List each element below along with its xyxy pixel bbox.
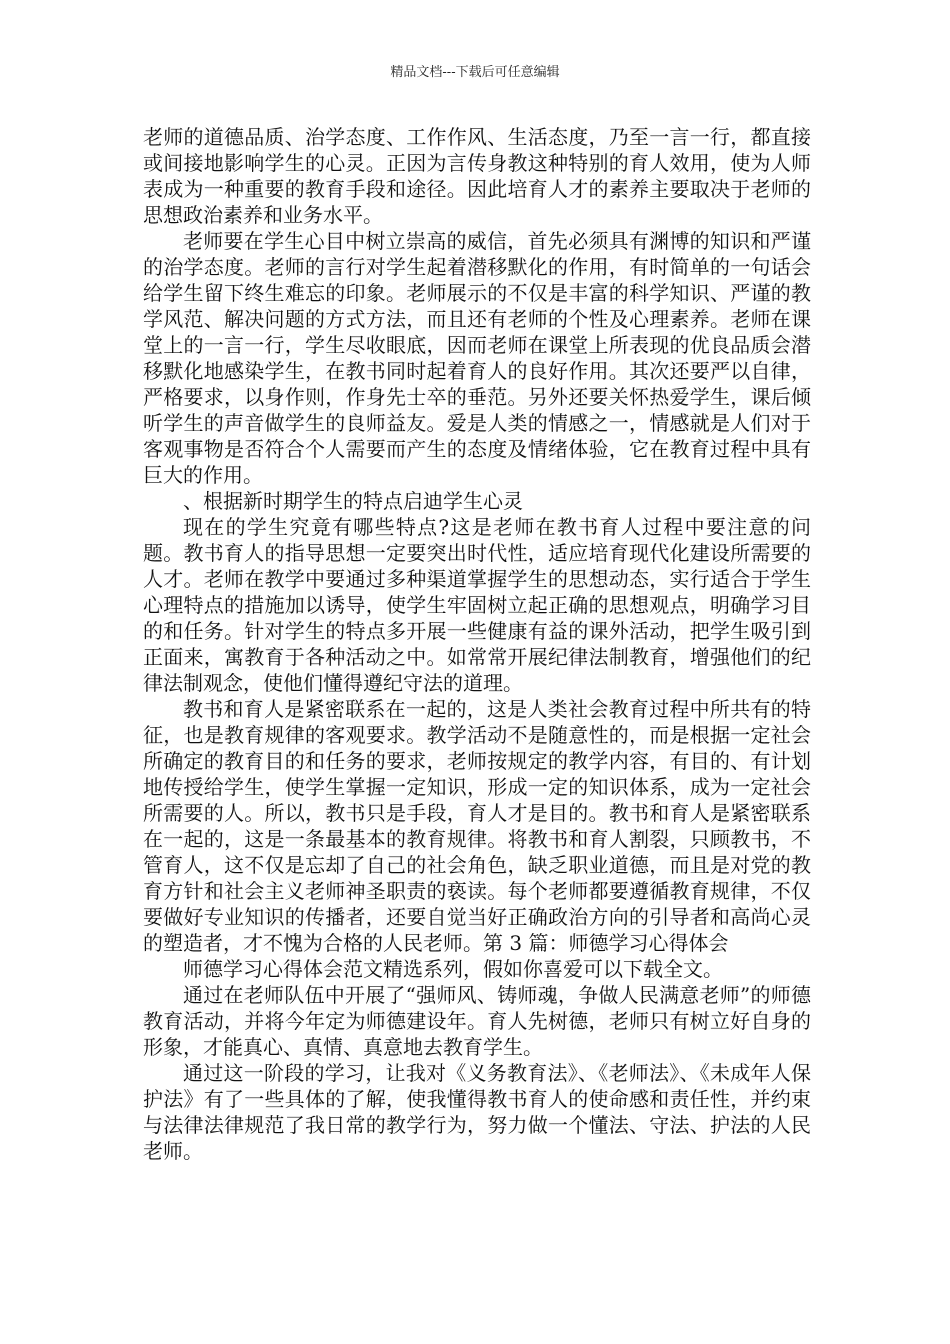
paragraph: 通过在老师队伍中开展了“强师风、铸师魂，争做人民满意老师”的师德教育活动，并将今年定为师德建设年。育人先树德，老师只有树立好自身的形象，才能真心、真情、真意地去教育学生。: [143, 983, 811, 1059]
paragraph: 教书和育人是紧密联系在一起的，这是人类社会教育过程中所共有的特征，也是教育规律的客观要求。教学活动不是随意性的，而是根据一定社会所确定的教育目的和任务的要求，老师按规定的教学内容，有目的、有计划地传授给学生，使学生掌握一定知识，形成一定的知识体系，成为一定社会所需要的人。所以，教书只是手段，育人才是目的。教书和育人是紧密联系在一起的，这是一条最基本的教育规律。将教书和育人割裂，只顾教书，不管育人，这不仅是忘却了自己的社会角色，缺乏职业道德，而且是对党的教育方针和社会主义老师神圣职责的亵读。每个老师都要遵循教育规律，不仅要做好专业知识的传播者，还要自觉当好正确政治方向的引导者和高尚心灵的塑造者，才不愧为合格的人民老师。第 3 篇：师德学习心得体会: [143, 697, 811, 955]
paragraph: 老师的道德品质、治学态度、工作作风、生活态度，乃至一言一行，都直接或间接地影响学生的心灵。正因为言传身教这种特别的育人效用，使为人师表成为一种重要的教育手段和途径。因此培育人才的素养主要取决于老师的思想政治素养和业务水平。: [143, 125, 811, 227]
paragraph: 现在的学生究竟有哪些特点?这是老师在教书育人过程中要注意的问题。教书育人的指导思想一定要突出时代性，适应培育现代化建设所需要的人才。老师在教学中要通过多种渠道掌握学生的思想动态，实行适合于学生心理特点的措施加以诱导，使学生牢固树立起正确的思想观点，明确学习目的和任务。针对学生的特点多开展一些健康有益的课外活动，把学生吸引到正面来，寓教育于各种活动之中。如常常开展纪律法制教育，增强他们的纪律法制观念，使他们懂得遵纪守法的道理。: [143, 515, 811, 695]
document-body: [143, 124, 811, 1164]
paragraph: 师德学习心得体会范文精选系列，假如你喜爱可以下载全文。: [183, 957, 723, 981]
paragraph: 老师要在学生心目中树立崇高的威信，首先必须具有渊博的知识和严谨的治学态度。老师的言行对学生起着潜移默化的作用，有时简单的一句话会给学生留下终生难忘的印象。老师展示的不仅是丰富的科学知识、严谨的教学风范、解决问题的方式方法，而且还有老师的个性及心理素养。老师在课堂上的一言一行，学生尽收眼底，因而老师在课堂上所表现的优良品质会潜移默化地感染学生，在教书同时起着育人的良好作用。其次还要严以自律，严格要求，以身作则，作身先士卒的垂范。另外还要关怀热爱学生，课后倾听学生的声音做学生的良师益友。爱是人类的情感之一，情感就是人们对于客观事物是否符合个人需要而产生的态度及情绪体验，它在教育过程中具有巨大的作用。: [143, 229, 811, 487]
paragraph: 通过这一阶段的学习，让我对《义务教育法》、《老师法》、《未成年人保护法》有了一些具体的了解，使我懂得教书育人的使命感和责任性，并约束与法律法律规范了我日常的教学行为，努力做一个懂法、守法、护法的人民老师。: [143, 1061, 811, 1163]
page-header: 精品文档---下载后可任意编辑: [390, 65, 560, 80]
section-heading: 、根据新时期学生的特点启迪学生心灵: [183, 489, 523, 513]
